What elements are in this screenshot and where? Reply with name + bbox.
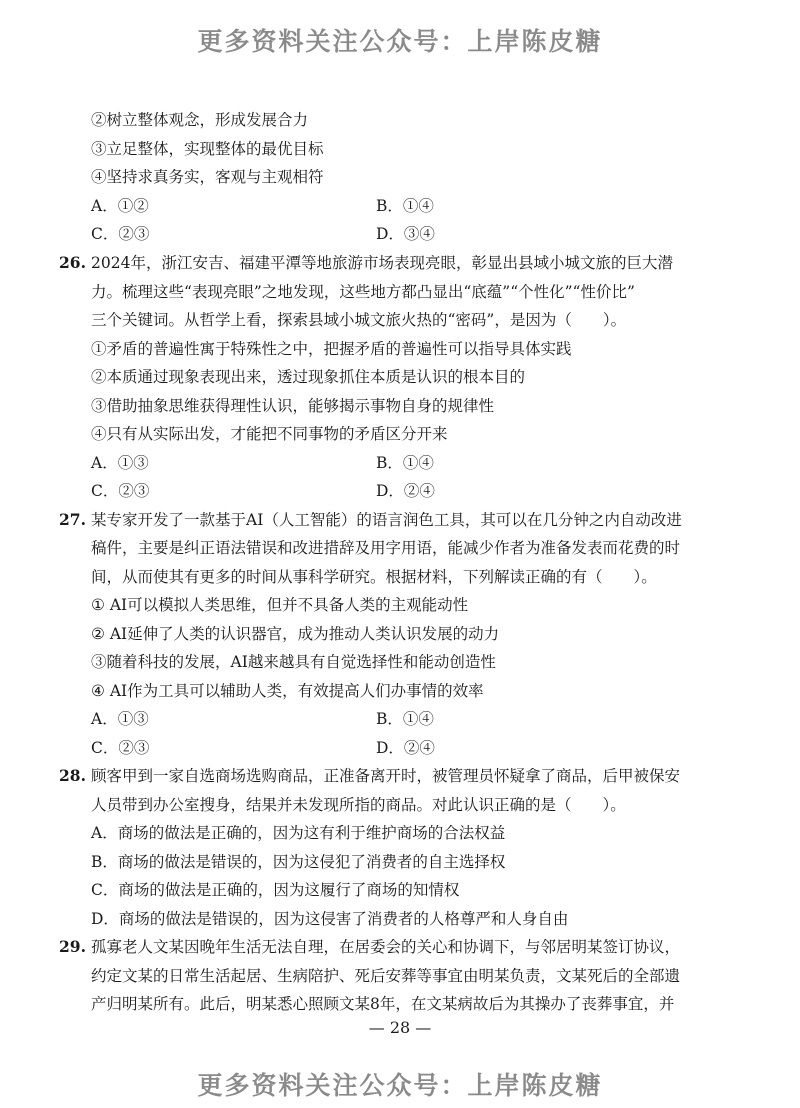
q25-option-d: D．③④ [376, 225, 435, 243]
q29-stem-line-1: 孤寡老人文某因晚年生活无法自理，在居委会的关心和协调下，与邻居明某签订协议， [91, 938, 681, 956]
q25-option-a: A．①② [91, 197, 149, 215]
q26-stem-line-2: 力。梳理这些“表现亮眼”之地发现，这些地方都凸显出“底蕴”“个性化”“性价比” [91, 283, 635, 301]
q26-option-c: C．②③ [91, 482, 150, 500]
q27-number: 27. [59, 510, 86, 529]
q26-number: 26. [59, 253, 86, 272]
q28-option-d: D．商场的做法是错误的，因为这侵害了消费者的人格尊严和人身自由 [91, 910, 569, 928]
q27-stem-line-1: 某专家开发了一款基于AI（人工智能）的语言润色工具，其可以在几分钟之内自动改进 [91, 511, 682, 529]
q26-stem-line-3: 三个关键词。从哲学上看，探索县域小城文旅火热的“密码”，是因为（ ）。 [91, 311, 627, 329]
q26-item-2: ②本质通过现象表现出来，透过现象抓住本质是认识的根本目的 [91, 368, 526, 386]
page-number: — 28 — [368, 1018, 432, 1037]
q27-item-2: ② AI延伸了人类的认识器官，成为推动人类认识发展的动力 [91, 625, 500, 643]
q25-option-b: B．①④ [376, 197, 434, 215]
q28-option-a: A．商场的做法是正确的，因为这有利于维护商场的合法权益 [91, 824, 506, 842]
q26-stem-line-1: 2024年，浙江安吉、福建平潭等地旅游市场表现亮眼，彰显出县域小城文旅的巨大潜 [91, 254, 673, 272]
q28-stem-line-1: 顾客甲到一家自选商场选购商品，正准备离开时，被管理员怀疑拿了商品，后甲被保安 [91, 767, 681, 785]
q28-option-b: B．商场的做法是错误的，因为这侵犯了消费者的自主选择权 [91, 853, 506, 871]
q29-number: 29. [59, 937, 86, 956]
q26-option-a: A．①③ [91, 454, 149, 472]
q27-item-4: ④ AI作为工具可以辅助人类，有效提高人们办事情的效率 [91, 682, 484, 700]
q27-stem-line-2: 稿件，主要是纠正语法错误和改进措辞及用字用语，能减少作者为准备发表而花费的时 [91, 539, 681, 557]
q25-item-2: ②树立整体观念，形成发展合力 [91, 111, 309, 129]
q29-stem-line-2: 约定文某的日常生活起居、生病陪护、死后安葬等事宜由明某负责，文某死后的全部遗 [91, 967, 681, 985]
q28-stem-line-2: 人员带到办公室搜身，结果并未发现所指的商品。对此认识正确的是（ ）。 [91, 796, 626, 814]
q25-item-4: ④坚持求真务实，客观与主观相符 [91, 168, 324, 186]
q27-option-d: D．②④ [376, 739, 435, 757]
q28-number: 28. [59, 766, 86, 785]
q25-item-3: ③立足整体，实现整体的最优目标 [91, 140, 324, 158]
q26-option-d: D．②④ [376, 482, 435, 500]
q25-option-c: C．②③ [91, 225, 150, 243]
q27-item-3: ③随着科技的发展，AI越来越具有自觉选择性和能动创造性 [91, 653, 496, 671]
q26-item-3: ③借助抽象思维获得理性认识，能够揭示事物自身的规律性 [91, 397, 495, 415]
q27-option-c: C．②③ [91, 739, 150, 757]
watermark-bottom: 更多资料关注公众号：上岸陈皮糖 [197, 1071, 603, 1100]
q29-stem-line-3: 产归明某所有。此后，明某悉心照顾文某8年，在文某病故后为其操办了丧葬事宜，并 [91, 995, 675, 1013]
q26-option-b: B．①④ [376, 454, 434, 472]
q27-item-1: ① AI可以模拟人类思维，但并不具备人类的主观能动性 [91, 596, 469, 614]
q27-option-b: B．①④ [376, 710, 434, 728]
watermark-top: 更多资料关注公众号：上岸陈皮糖 [197, 27, 603, 56]
q28-option-c: C．商场的做法是正确的，因为这履行了商场的知情权 [91, 881, 460, 899]
q26-item-1: ①矛盾的普遍性寓于特殊性之中，把握矛盾的普遍性可以指导具体实践 [91, 340, 572, 358]
q27-stem-line-3: 间，从而使其有更多的时间从事科学研究。根据材料，下列解读正确的有（ ）。 [91, 568, 657, 586]
q26-item-4: ④只有从实际出发，才能把不同事物的矛盾区分开来 [91, 425, 448, 443]
q27-option-a: A．①③ [91, 710, 149, 728]
